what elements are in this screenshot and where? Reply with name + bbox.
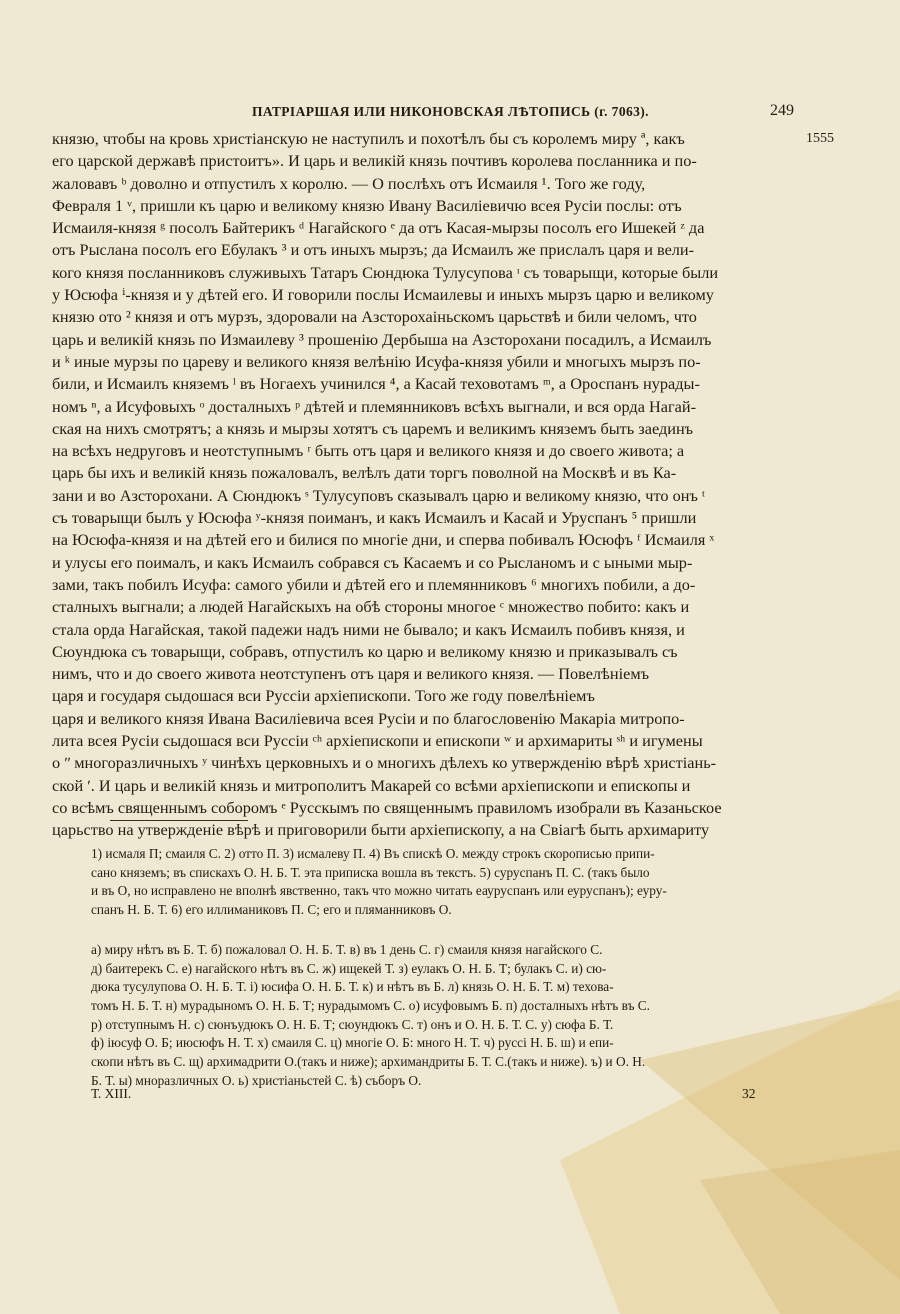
text-line: сталныхъ выгнали; а людей Нагайскыхъ на обѣ стороны многое ᶜ множество побито: какъ и <box>52 597 690 617</box>
text-line: у Юсюфа ⁱ-князя и у дѣтей его. И говорили послы Исмаилевы и иныхъ мырзъ царю и великому <box>52 285 714 305</box>
text-line: ская на нихъ смотрятъ; а князь и мырзы хотятъ съ царемъ и великимъ княземъ быть заединъ <box>52 418 694 438</box>
lettered-footnotes <box>91 941 791 1091</box>
text-line: зани и во Азсторохани. А Сюндюкъ ˢ Тулусуповъ сказывалъ царю и великому князю, что онъ ᵗ <box>52 485 706 505</box>
numbered-footnotes <box>91 845 791 920</box>
text-line: номъ ⁿ, а Исуфовыхъ ᵒ досталныхъ ᵖ дѣтей и племянниковъ всѣхъ выгнали, и вся орда Нагай- <box>52 396 697 416</box>
text-line: князю, чтобы на кровь христіанскую не наступилъ и похотѣлъ бы съ королемъ миру ª, какъ <box>52 129 685 148</box>
text-line: съ товарыщи былъ у Юсюфа ʸ-князя поиманъ, и какъ Исмаилъ и Касай и Уруспанъ ⁵ пришли <box>52 508 697 528</box>
text-line: царя и государя сыдошася вси Руссіи архіепископи. Того же году повелѣніемъ <box>52 686 595 706</box>
text-line: со всѣмъ священнымъ соборомъ ᵉ Русскымъ по священнымъ правиломъ изобрали въ Казаньское <box>52 797 722 817</box>
text-line: Февраля 1 ᵛ, пришли къ царю и великому князю Ивану Василіевичю всея Русіи послы: отъ <box>52 195 682 215</box>
text-line: жаловавъ ᵇ доволно и отпустилъ х королю. — О послѣхъ отъ Исмаиля ¹. Того же году, <box>52 173 646 193</box>
footnote-line: ф) іюсуф О. Б; июсюфъ Н. Т. х) смаиля С. ц) многіе О. Б: много Н. Т. ч) руссі Н. Б. ш) и епи- <box>91 1035 614 1051</box>
footnote-line: томъ Н. Б. Т. н) мурадыномъ О. Н. Б. Т; нурадымомъ С. о) исуфовымъ Б. п) досталныхъ нѣтъ въ С. <box>91 998 650 1014</box>
footnote-line: а) миру нѣтъ въ Б. Т. б) пожаловал О. Н. Б. Т. в) въ 1 день С. г) смаиля князя нагайского С. <box>91 942 603 957</box>
footnote-line: скопи нѣтъ въ С. щ) архимадрити О.(такъ и ниже); архимандриты Б. Т. С.(такъ и ниже). ъ) и О. Н. <box>91 1054 646 1070</box>
footnote-line: и въ О, но исправлено не вполнѣ явственно, такъ что можно читать еауруспанъ или еуруспанъ); еуру- <box>91 883 667 899</box>
text-line: о ʺ многоразличныхъ ʸ чинѣхъ церковныхъ и о многихъ дѣлехъ ко утвержденію вѣрѣ христіань- <box>52 753 717 773</box>
text-line: на всѣхъ недруговъ и неотступнымъ ʳ быть отъ царя и великого князя и до своего живота; а <box>52 441 685 461</box>
text-line: царьство на утвержденіе вѣрѣ и приговорили быти архіепископу, а на Свіагѣ быть архимариту <box>52 820 710 840</box>
text-line: стала орда Нагайская, такой падежи надъ ними не бывало; и какъ Исмаилъ побивъ князя, и <box>52 619 685 639</box>
page-footer <box>0 1086 900 1106</box>
footnote-line: дюка тусулупова О. Н. Б. Т. і) юсифа О. Н. Б. Т. к) и нѣтъ въ Б. л) князь О. Н. Б. Т. м) техова- <box>91 979 614 995</box>
text-line: князю ото ² князя и отъ мурзъ, здоровали на Азсторохаіньскомъ царьствѣ и били челомъ, что <box>52 307 697 327</box>
footnote-rule <box>110 820 248 821</box>
text-line: и ᵏ иные мурзы по цареву и великого князя велѣнію Исуфа-князя убили и многыхъ мырзъ по- <box>52 351 701 371</box>
volume-label: Т. XIII. <box>91 1086 132 1101</box>
footnote-line: сано княземъ; въ спискахъ О. Н. Б. Т. эта приписка вошла въ текстъ. 5) суруспанъ П. С. (такъ было <box>91 864 650 880</box>
footnote-line: р) отступнымъ Н. с) сюнъудюкъ О. Н. Б. Т; сюундюкъ С. т) онъ и О. Н. Б. Т. С. у) сюфа Б. Т. <box>91 1016 614 1032</box>
text-line: нимъ, что и до своего живота неотступенъ отъ царя и великого князя. — Повелѣніемъ <box>52 664 650 684</box>
sheet-number: 32 <box>742 1086 756 1101</box>
footnote-line: спанъ Н. Б. Т. 6) его иллиманиковъ П. С; его и пляманниковъ О. <box>91 902 452 918</box>
text-line: лита всея Русіи сыдошася вси Руссіи ᶜʰ архіепископи и епископи ʷ и архимариты ˢʰ и игумены <box>52 731 703 751</box>
footnote-line: д) баитерекъ С. е) нагайского нѣтъ въ С. ж) ищекей Т. з) еулакъ О. Н. Б. Т; булакъ С. и) сю- <box>91 960 607 976</box>
running-title: ПАТРІАРШАЯ ИЛИ НИКОНОВСКАЯ ЛѢТОПИСЬ (г. 7063). <box>252 104 649 119</box>
footnote-line: Б. Т. ы) мноразличных О. ь) христіаньстей С. ѣ) съборъ О. <box>91 1072 422 1088</box>
text-line: отъ Рыслана посолъ его Ебулакъ ³ и отъ иныхъ мырзъ; да Исмаилъ же прислалъ царя и вели- <box>52 240 695 260</box>
text-line: зами, такъ побилъ Исуфа: самого убили и дѣтей его и племянниковъ ⁶ многихъ побили, а до- <box>52 574 696 594</box>
main-text <box>52 128 796 842</box>
text-line: Сюундюка съ товарыщи, собравъ, отпустилъ ко царю и великому князю и приказывалъ съ <box>52 641 678 661</box>
text-line: царь бы ихъ и великій князь пожаловалъ, велѣлъ дати торгъ поволной на Москвѣ и въ Ка- <box>52 463 677 483</box>
text-line: били, и Исмаилъ княземъ ˡ въ Ногаехъ учинился ⁴, а Касай теховотамъ ᵐ, а Ороспанъ нурады- <box>52 374 700 394</box>
text-line: Исмаиля-князя ᵍ посолъ Байтерикъ ᵈ Нагайского ᵉ да отъ Касая-мырзы посолъ его Ишекей ᶻ да <box>52 218 705 238</box>
text-line: на Юсюфа-князя и на дѣтей его и билися по многіе дни, и сперва побивалъ Юсюфъ ᶠ Исмаиля ˣ <box>52 530 715 550</box>
text-line: и улусы его поималъ, и какъ Исмаилъ собрався съ Касаемъ и со Рысланомъ и с ыными мыр- <box>52 552 693 572</box>
text-line: его царской державѣ пристоитъ». И царь и великій князь почтивъ королева посланника и по- <box>52 151 697 171</box>
footnote-line: 1) исмаля П; смаиля С. 2) отто П. 3) исмалеву П. 4) Въ спискѣ О. между строкъ скорописью припи- <box>91 846 655 861</box>
text-line: ской ʹ. И царь и великій князь и митрополитъ Макарей со всѣми архіепископи и епископы и <box>52 775 691 795</box>
text-line: кого князя посланниковъ служивыхъ Татаръ Сюндюка Тулусупова ᶦ съ товарыщи, которые были <box>52 262 719 282</box>
text-line: царь и великій князь по Измаилеву ³ прошенію Дербыша на Азсторохани посадилъ, а Исмаилъ <box>52 329 712 349</box>
text-line: царя и великого князя Ивана Василіевича всея Русіи и по благословенію Макаріа митропо- <box>52 708 685 728</box>
page-header <box>0 104 900 124</box>
margin-year: 1555 <box>806 131 834 146</box>
page-number: 249 <box>770 102 794 119</box>
